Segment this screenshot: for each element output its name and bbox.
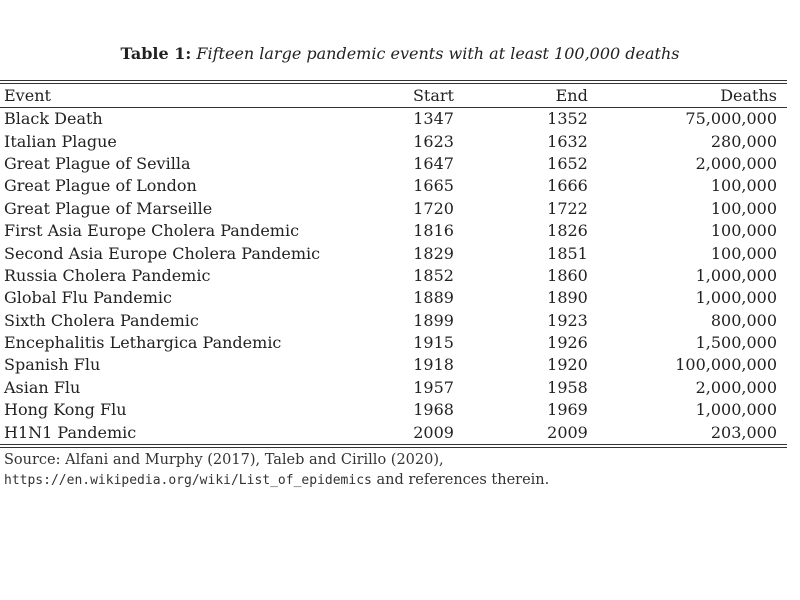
cell-deaths: 75,000,000 bbox=[685, 109, 777, 129]
table-bottom-rule bbox=[0, 444, 787, 448]
cell-start: 1918 bbox=[413, 355, 454, 375]
table-caption-text: Fifteen large pandemic events with at least 100,000 deaths bbox=[196, 44, 680, 63]
cell-event: Asian Flu bbox=[4, 377, 81, 397]
cell-event: Great Plague of Sevilla bbox=[4, 153, 191, 173]
table-row bbox=[0, 287, 787, 309]
cell-event: Encephalitis Lethargica Pandemic bbox=[4, 333, 282, 353]
source-prefix: Source: bbox=[4, 452, 61, 468]
cell-deaths: 800,000 bbox=[710, 310, 777, 330]
cell-start: 1889 bbox=[413, 288, 454, 308]
cell-start: 1623 bbox=[413, 131, 454, 151]
column-header-end: End bbox=[464, 84, 598, 108]
cell-deaths: 280,000 bbox=[710, 131, 777, 151]
table-caption bbox=[0, 44, 800, 64]
cell-end: 1666 bbox=[547, 176, 588, 196]
table-row bbox=[0, 399, 787, 421]
table-row bbox=[0, 265, 787, 287]
cell-end: 1826 bbox=[547, 221, 588, 241]
cell-start: 1852 bbox=[413, 265, 454, 285]
cell-deaths: 100,000 bbox=[710, 243, 777, 263]
pandemic-table-container bbox=[0, 80, 787, 448]
cell-start: 1347 bbox=[413, 109, 454, 129]
cell-start: 1829 bbox=[413, 243, 454, 263]
source-url-link[interactable]: https://en.wikipedia.org/wiki/List_of_epidemics bbox=[4, 473, 372, 488]
cell-end: 2009 bbox=[547, 422, 588, 442]
cell-event: Global Flu Pandemic bbox=[4, 288, 172, 308]
cell-deaths: 1,000,000 bbox=[695, 265, 777, 285]
cell-start: 1968 bbox=[413, 400, 454, 420]
cell-end: 1632 bbox=[547, 131, 588, 151]
cell-deaths: 2,000,000 bbox=[695, 377, 777, 397]
cell-deaths: 2,000,000 bbox=[695, 153, 777, 173]
table-row bbox=[0, 310, 787, 332]
table-row bbox=[0, 354, 787, 376]
cell-start: 1957 bbox=[413, 377, 454, 397]
table-row bbox=[0, 421, 787, 443]
source-note bbox=[4, 450, 789, 491]
cell-end: 1722 bbox=[547, 198, 588, 218]
cell-end: 1860 bbox=[547, 265, 588, 285]
cell-deaths: 100,000 bbox=[710, 198, 777, 218]
table-header bbox=[0, 84, 787, 108]
cell-end: 1923 bbox=[547, 310, 588, 330]
table-header-row bbox=[0, 84, 787, 108]
cell-event: Hong Kong Flu bbox=[4, 400, 127, 420]
table-caption-label: Table 1: bbox=[120, 44, 192, 63]
cell-end: 1851 bbox=[547, 243, 588, 263]
cell-event: First Asia Europe Cholera Pandemic bbox=[4, 221, 300, 241]
cell-end: 1969 bbox=[547, 400, 588, 420]
cell-start: 1665 bbox=[413, 176, 454, 196]
cell-deaths: 100,000,000 bbox=[675, 355, 777, 375]
table-row bbox=[0, 153, 787, 175]
source-citations: Alfani and Murphy (2017), Taleb and Cirillo (2020), bbox=[65, 452, 444, 468]
cell-event: Second Asia Europe Cholera Pandemic bbox=[4, 243, 321, 263]
cell-deaths: 1,000,000 bbox=[695, 288, 777, 308]
table-body bbox=[0, 108, 787, 444]
table-row bbox=[0, 220, 787, 242]
cell-event: Russia Cholera Pandemic bbox=[4, 265, 211, 285]
cell-deaths: 100,000 bbox=[710, 221, 777, 241]
cell-start: 2009 bbox=[413, 422, 454, 442]
cell-deaths: 203,000 bbox=[710, 422, 777, 442]
cell-end: 1652 bbox=[547, 153, 588, 173]
table-row bbox=[0, 198, 787, 220]
table-row bbox=[0, 332, 787, 354]
cell-deaths: 100,000 bbox=[710, 176, 777, 196]
cell-deaths: 1,000,000 bbox=[695, 400, 777, 420]
cell-event: Sixth Cholera Pandemic bbox=[4, 310, 199, 330]
cell-event: Black Death bbox=[4, 109, 103, 129]
cell-start: 1816 bbox=[413, 221, 454, 241]
cell-end: 1958 bbox=[547, 377, 588, 397]
source-suffix: and references therein. bbox=[376, 472, 550, 488]
cell-event: Great Plague of Marseille bbox=[4, 198, 213, 218]
cell-end: 1926 bbox=[547, 333, 588, 353]
table-row bbox=[0, 130, 787, 152]
cell-event: H1N1 Pandemic bbox=[4, 422, 137, 442]
cell-start: 1915 bbox=[413, 333, 454, 353]
pandemic-table bbox=[0, 84, 787, 444]
cell-end: 1920 bbox=[547, 355, 588, 375]
column-header-event: Event bbox=[0, 84, 350, 108]
cell-event: Spanish Flu bbox=[4, 355, 101, 375]
table-row bbox=[0, 242, 787, 264]
column-header-start: Start bbox=[350, 84, 464, 108]
cell-event: Italian Plague bbox=[4, 131, 117, 151]
cell-start: 1899 bbox=[413, 310, 454, 330]
cell-end: 1890 bbox=[547, 288, 588, 308]
cell-event: Great Plague of London bbox=[4, 176, 197, 196]
table-row bbox=[0, 175, 787, 197]
cell-end: 1352 bbox=[547, 109, 588, 129]
table-row bbox=[0, 108, 787, 131]
cell-start: 1720 bbox=[413, 198, 454, 218]
cell-start: 1647 bbox=[413, 153, 454, 173]
table-row bbox=[0, 377, 787, 399]
column-header-deaths: Deaths bbox=[598, 84, 787, 108]
cell-deaths: 1,500,000 bbox=[695, 333, 777, 353]
